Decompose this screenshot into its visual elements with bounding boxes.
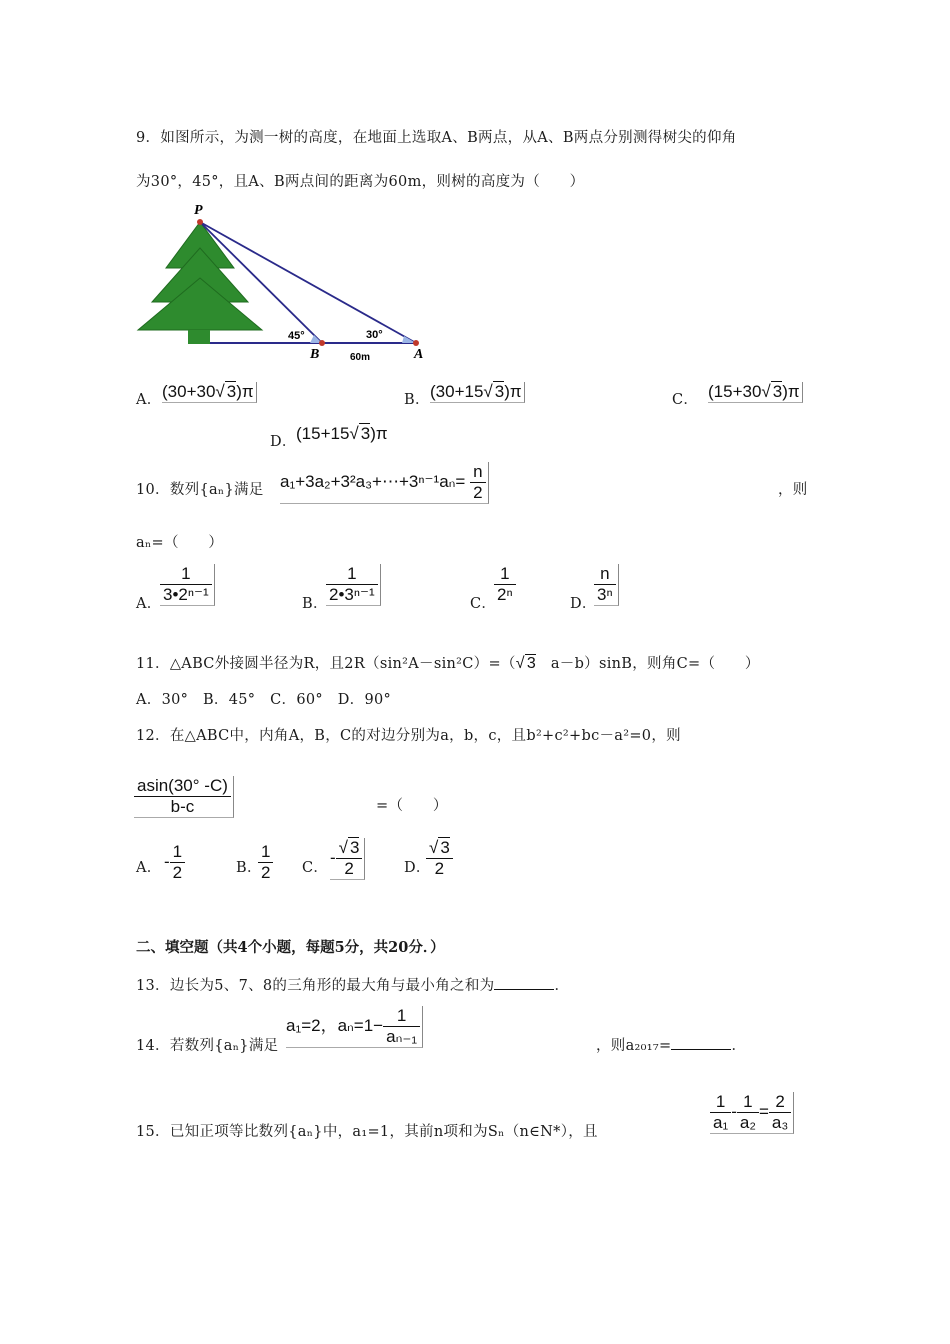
q12-opt-a-label: A． [136,860,162,876]
q10-opt-d-label: D． [570,596,597,612]
label-p: P [194,203,203,218]
tree-figure [134,200,434,365]
q9-opt-a: (30+30√ 3)π [162,382,257,403]
q10-prefix: 10．数列{aₙ}满足 [136,482,264,498]
q12-opt-c-label: C． [302,860,329,876]
q12-eq: =（ ） [376,798,448,814]
q9-line2: 为30°，45°，且A、B两点间的距离为60m，则树的高度为（ ） [136,174,585,190]
section-title: 二、填空题（共4个小题，每题5分，共20分．） [136,939,445,956]
label-a: A [414,347,424,362]
q14-formula: a₁=2，aₙ=1− $\frac{1}{\text{aₙ₋₁}}$ [286,1006,423,1048]
q12-opt-b: $\frac{1}{2}$ [258,842,273,883]
q15-text: 15．已知正项等比数列{aₙ}中，a₁=1，其前n项和为Sₙ（n∈N*），且 [136,1124,598,1140]
q11-line1: 11．△ABC外接圆半径为R，且2R（sin²A－sin²C）=（√ 3 a－b）sinB，则角C=（ ） [136,655,760,672]
q10-opt-c: $\frac{1}{\text{2ⁿ}}$ [494,564,516,605]
q9-opt-c-label: C． [672,392,699,408]
q9-opt-d: (15+15√ 3)π [296,424,388,443]
q12-opt-d: $\frac{√ 3}{2}$ [426,838,453,879]
q13-blank [494,977,554,990]
q11-options: A．30° B．45° C．60° D．90° [136,692,392,708]
q9-opt-b: (30+15√ 3)π [430,382,525,403]
q12-opt-d-label: D． [404,860,431,876]
angle-b-label: 45° [288,330,305,342]
q9-opt-d-label: D． [270,434,297,450]
q10-suffix: ，则 [778,482,808,498]
tree-icon [138,222,262,344]
q9-line1: 9．如图所示，为测一树的高度，在地面上选取A、B两点，从A、B两点分别测得树尖的仰角 [136,130,737,146]
q14-blank [671,1037,731,1050]
q9-opt-c: (15+30√ 3)π [708,382,803,403]
point-a [413,340,419,346]
angle-a-label: 30° [366,329,383,341]
q9-opt-a-label: A． [136,392,162,408]
label-b: B [310,347,320,362]
q15-formula: $\frac{1}{\text{a₁}}$ - $\frac{1}{\text{a₂}}$ = $\frac{2}{\text{a₃}}$ [710,1092,794,1134]
point-p [197,219,203,225]
q10-formula: a₁+3a₂+3²a₃+⋯+3ⁿ⁻¹aₙ= $\frac{n}{2}$ [280,462,489,504]
q10-line2: aₙ=（ ） [136,535,224,551]
q10-opt-a: $\frac{1}{\text{3•2ⁿ⁻¹}}$ [160,564,215,606]
q10-opt-d: $\frac{n}{\text{3ⁿ}}$ [594,564,619,606]
q10-opt-b: $\frac{1}{\text{2•3ⁿ⁻¹}}$ [326,564,381,606]
q12-opt-c: - $\frac{√ 3}{2}$ [330,838,365,880]
q10-opt-a-label: A． [136,596,162,612]
q12-opt-a: - $\frac{1}{2}$ [164,842,185,883]
q14-suffix: ，则a₂₀₁₇= ． [596,1038,747,1054]
q14-prefix: 14．若数列{aₙ}满足 [136,1038,279,1054]
q10-opt-b-label: B． [302,596,328,612]
q10-opt-c-label: C． [470,596,497,612]
q13: 13．边长为5、7、8的三角形的最大角与最小角之和为 ． [136,978,570,994]
point-b [319,340,325,346]
q12-fraction: $\frac{asin(30^\circ -C)}{b-c}$ [134,776,234,818]
q12-line1: 12．在△ABC中，内角A，B，C的对边分别为a，b，c，且b²+c²+bc－a²=0，则 [136,728,681,744]
q9-opt-b-label: B． [404,392,430,408]
q12-opt-b-label: B． [236,860,262,876]
distance-label: 60m [350,352,371,363]
